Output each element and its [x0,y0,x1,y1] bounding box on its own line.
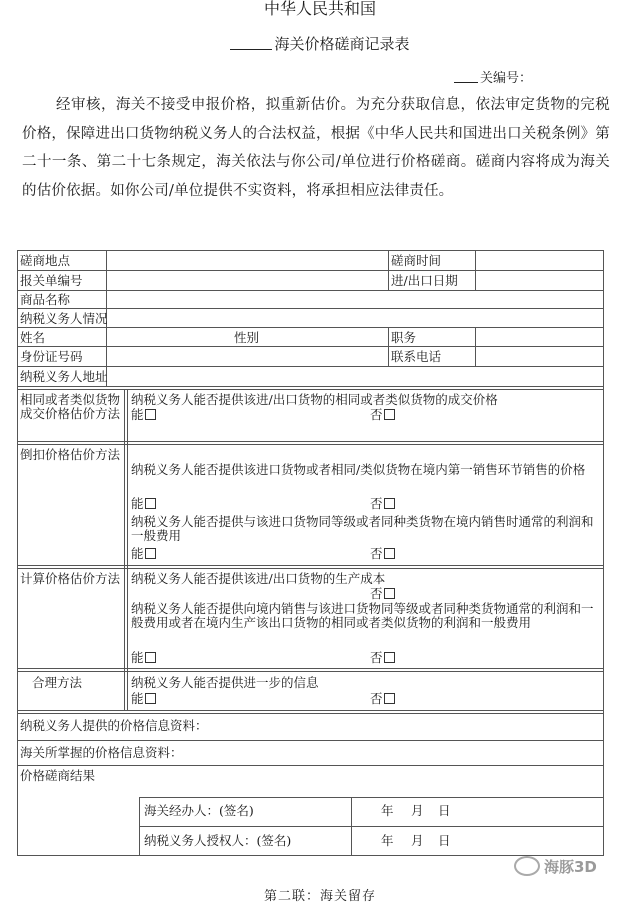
label-taxpayer: 纳税义务人情况 [20,311,108,326]
method1-label: 相同或者类似货物成交价格估价方法 [20,392,121,421]
no-checkbox[interactable] [384,548,395,559]
agent-sign-label: 纳税义务人授权人：(签名) [144,833,292,848]
method-divider [124,389,125,710]
rule [17,765,604,766]
no-checkbox[interactable] [384,693,395,704]
sign-divider [351,797,352,855]
no-label: 否 [370,650,383,665]
method3-q2-yes [131,651,156,665]
no-label: 否 [370,496,383,511]
method4-yes [131,692,156,706]
method4-label: 合理方法 [32,675,83,690]
rule [17,565,604,566]
sign-divider [139,797,140,855]
no-label: 否 [370,691,383,706]
yes-label: 能 [131,407,144,422]
result-label: 价格磋商结果 [20,768,96,783]
customs-no-label: 关编号： [480,71,533,86]
method3-q1-no [370,587,395,601]
label-time: 磋商时间 [391,253,442,268]
title-blank-line [230,35,272,50]
no-checkbox[interactable] [384,588,395,599]
label-address: 纳税义务人地址 [20,369,108,384]
rule-double [17,444,604,445]
label-decl-no: 报关单编号 [20,273,83,288]
rule [139,826,604,827]
customs-no-blank [454,68,478,83]
method3-question2: 纳税义务人能否提供向境内销售与该进口货物同等级或者同种类货物通常的利润和一般费用或者在境内生产该出口货物的相同或者类似货物的利润和一般费用 [131,601,594,630]
taxpayer-info-label: 纳税义务人提供的价格信息资料： [20,718,208,733]
rule [17,740,604,741]
method3-label: 计算价格估价方法 [20,571,121,586]
yes-checkbox[interactable] [145,693,156,704]
rule [17,386,604,387]
no-label: 否 [370,586,383,601]
method3-q2-no [370,651,395,665]
label-id-no: 身份证号码 [20,349,83,364]
label-location: 磋商地点 [20,253,71,268]
yes-label: 能 [131,650,144,665]
label-name: 姓名 [20,330,46,345]
method1-question: 纳税义务人能否提供该进/出口货物的相同或者类似货物的成交价格 [131,392,498,407]
officer-date-year: 年 [381,803,394,818]
officer-date-month: 月 [411,803,424,818]
yes-checkbox[interactable] [145,548,156,559]
customs-info-label: 海关所掌握的价格信息资料： [20,745,183,760]
method3-question1: 纳税义务人能否提供该进/出口货物的生产成本 [131,571,386,586]
officer-sign-label: 海关经办人：(签名) [144,803,254,818]
agent-date-year: 年 [381,833,394,848]
method1-no [370,408,395,422]
no-label: 否 [370,546,383,561]
yes-label: 能 [131,496,144,511]
info-divider [388,327,389,366]
label-goods: 商品名称 [20,292,71,307]
method2-label: 倒扣价格估价方法 [20,447,121,462]
watermark [514,856,597,877]
watermark-text: 海豚3D [544,858,597,876]
label-phone: 联系电话 [391,349,442,364]
label-position: 职务 [391,330,417,345]
no-label: 否 [370,407,383,422]
rule-double [17,671,604,672]
no-checkbox[interactable] [384,409,395,420]
customs-number [454,67,532,86]
form-title [0,33,640,54]
agent-date-month: 月 [411,833,424,848]
no-checkbox[interactable] [384,652,395,663]
yes-checkbox[interactable] [145,498,156,509]
yes-checkbox[interactable] [145,652,156,663]
yes-label: 能 [131,691,144,706]
method2-question2: 纳税义务人能否提供与该进口货物同等级或者同种类货物在境内销售时通常的利润和一般费用 [131,514,594,543]
dolphin-logo-icon [514,856,540,876]
info-divider [475,250,476,290]
info-divider [475,327,476,366]
rule [17,668,604,669]
form-title-text: 海关价格磋商记录表 [274,35,410,53]
rule [17,855,140,856]
rule-double [17,568,604,569]
method2-q2-no [370,547,395,561]
method4-question: 纳税义务人能否提供进一步的信息 [131,675,319,690]
rule [139,797,604,798]
method1-yes [131,408,156,422]
rule [17,710,604,711]
method4-no [370,692,395,706]
info-divider [388,250,389,290]
method2-question1: 纳税义务人能否提供该进口货物或者相同/类似货物在境内第一销售环节销售的价格 [131,462,586,477]
no-checkbox[interactable] [384,498,395,509]
label-gender: 性别 [234,330,260,345]
yes-checkbox[interactable] [145,409,156,420]
method2-q2-yes [131,547,156,561]
agent-date-day: 日 [438,833,451,848]
label-io-date: 进/出口日期 [391,273,458,288]
method-divider-double [127,389,128,710]
rule-double [17,389,604,390]
officer-date-day: 日 [438,803,451,818]
copy-label: 第二联：海关留存 [263,889,376,904]
rule [17,441,604,442]
yes-label: 能 [131,546,144,561]
method2-q1-yes [131,497,156,511]
country-title: 中华人民共和国 [263,0,376,18]
intro-paragraph: 经审核，海关不接受申报价格，拟重新估价。为充分获取信息，依法审定货物的完税价格，保障进出口货物纳税义务人的合法权益，根据《中华人民共和国进出口关税条例》第二十一条、第二十七条规定，海关依法与你公司/单位进行价格磋商。磋商内容将成为海关的估价依据。如你公司/单位提供不实资料，将承担相应法律责任。 [22,97,610,199]
rule-double [17,713,604,714]
method2-q1-no [370,497,395,511]
